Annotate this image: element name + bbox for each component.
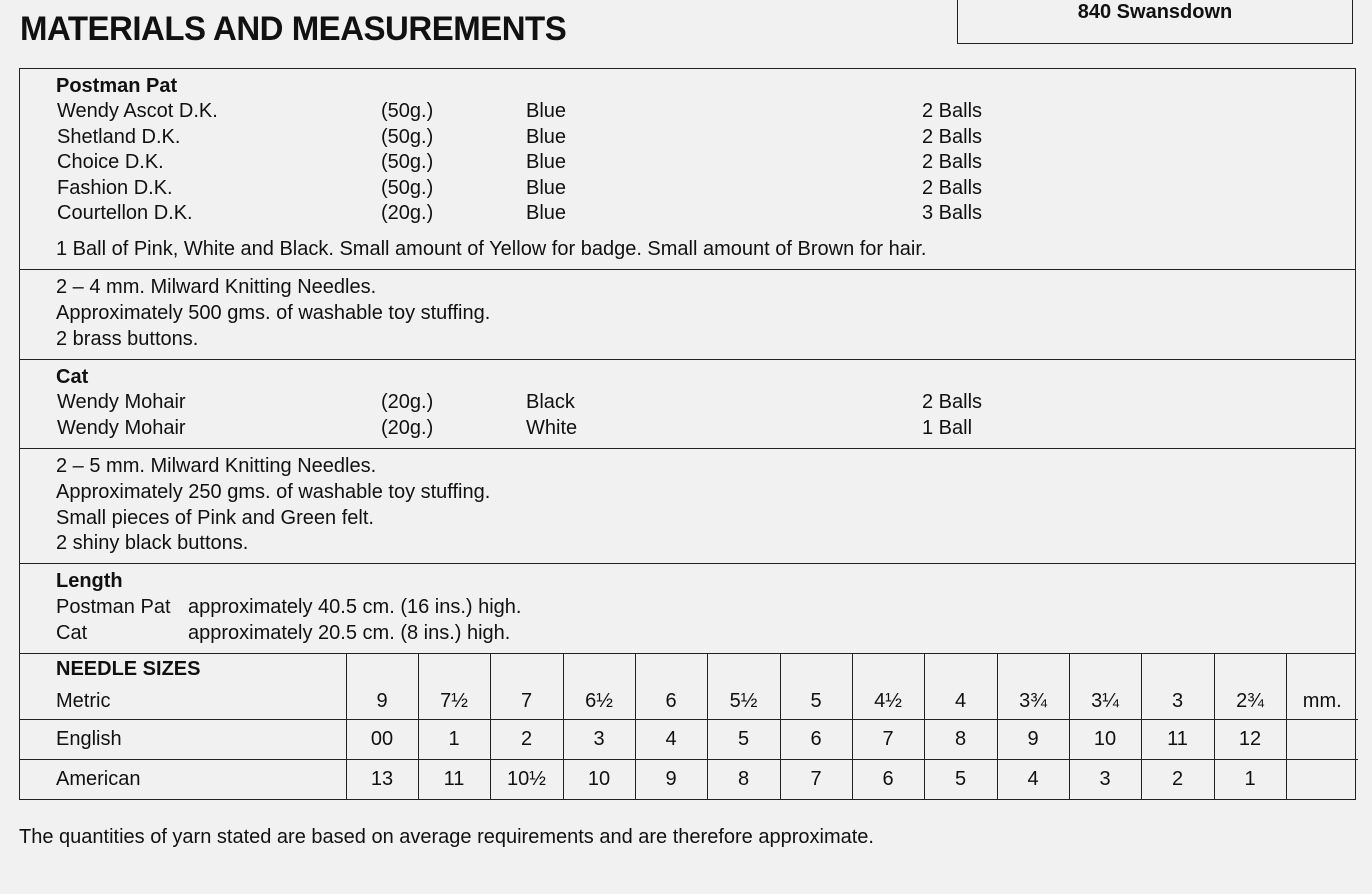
needle-row-english (20, 719, 1358, 759)
yarn-quantity: 3 Balls (922, 202, 983, 224)
length-label: Cat (56, 622, 88, 644)
postman-pat-note: 1 Ball of Pink, White and Black. Small amount of Yellow for badge. Small amount of Brown for hair. (56, 238, 927, 260)
needle-size-cell: 10½ (490, 759, 563, 799)
needle-row-label-cell (20, 719, 346, 759)
needle-size-cell: 6½ (563, 654, 635, 719)
needle-size-cell: 3¼ (1069, 654, 1141, 719)
needle-size-cell: 00 (346, 719, 418, 759)
cat-heading: Cat (56, 366, 89, 388)
needle-size-cell: 4 (997, 759, 1069, 799)
needle-size-cell: 5 (780, 654, 852, 719)
yarn-row (20, 202, 1355, 228)
needle-size-cell: 9 (346, 654, 418, 719)
needle-size-cell: 10 (563, 759, 635, 799)
needle-size-cell: 5 (924, 759, 997, 799)
needle-row-american (20, 759, 1358, 799)
pattern-code-box: 840 Swansdown (957, 0, 1353, 44)
postman-pat-section (20, 69, 1355, 270)
yarn-quantity: 1 Ball (922, 416, 973, 439)
needle-size-cell: 12 (1214, 719, 1286, 759)
needle-row-metric (20, 654, 1358, 719)
needle-size-cell: 7 (852, 719, 924, 759)
yarn-name: Shetland D.K. (57, 125, 181, 148)
yarn-colour: Blue (526, 125, 567, 148)
extras-line: 2 – 5 mm. Milward Knitting Needles. (56, 455, 377, 477)
needle-size-cell: 7½ (418, 654, 490, 719)
yarn-row (20, 177, 1355, 203)
yarn-name: Wendy Ascot D.K. (57, 100, 218, 122)
yarn-colour: White (526, 416, 578, 439)
yarn-name: Wendy Mohair (57, 391, 186, 413)
yarn-colour: Blue (526, 100, 567, 122)
yarn-name: Courtellon D.K. (57, 202, 193, 224)
yarn-colour: Blue (526, 176, 567, 199)
footer-note: The quantities of yarn stated are based on average requirements and are therefore approximate. (19, 826, 874, 848)
needle-size-cell: 7 (780, 759, 852, 799)
yarn-weight: (20g.) (381, 416, 434, 439)
needle-size-cell (1286, 759, 1358, 799)
extras-line: Small pieces of Pink and Green felt. (56, 507, 374, 529)
needle-size-cell: 11 (1141, 719, 1214, 759)
length-label: Postman Pat (56, 596, 171, 618)
needle-size-cell: 8 (924, 719, 997, 759)
length-section (20, 564, 1355, 654)
yarn-weight: (50g.) (381, 176, 434, 199)
yarn-weight: (50g.) (381, 100, 434, 122)
needle-size-cell: 4 (924, 654, 997, 719)
needle-size-cell: 5½ (707, 654, 780, 719)
yarn-weight: (20g.) (381, 202, 434, 224)
yarn-colour: Blue (526, 202, 567, 224)
needle-size-cell: 3 (1069, 759, 1141, 799)
needle-size-cell: 1 (418, 719, 490, 759)
yarn-name: Fashion D.K. (57, 176, 173, 199)
needle-size-cell (1286, 719, 1358, 759)
extras-line: Approximately 500 gms. of washable toy stuffing. (56, 302, 491, 324)
needle-size-cell: 3 (563, 719, 635, 759)
needle-size-cell: 4½ (852, 654, 924, 719)
yarn-row (20, 391, 1355, 417)
needle-size-cell: 9 (635, 759, 707, 799)
postman-pat-extras-section (20, 270, 1355, 360)
needle-size-cell: 3 (1141, 654, 1214, 719)
yarn-weight: (50g.) (381, 125, 434, 148)
cat-extras-section (20, 449, 1355, 564)
yarn-quantity: 2 Balls (922, 151, 983, 173)
needle-size-cell: mm. (1286, 654, 1358, 719)
needle-size-cell: 3¾ (997, 654, 1069, 719)
needle-size-cell: 11 (418, 759, 490, 799)
yarn-quantity: 2 Balls (922, 176, 983, 199)
yarn-quantity: 2 Balls (922, 125, 983, 148)
yarn-name: Choice D.K. (57, 151, 164, 173)
yarn-quantity: 2 Balls (922, 391, 983, 413)
needle-size-cell: 9 (997, 719, 1069, 759)
yarn-row (20, 417, 1355, 443)
needle-row-label: English (56, 727, 122, 750)
needle-sizes-table (20, 654, 1358, 799)
yarn-row (20, 100, 1355, 126)
length-desc: approximately 40.5 cm. (16 ins.) high. (188, 596, 522, 618)
needle-size-cell: 2¾ (1214, 654, 1286, 719)
needle-row-label: Metric (56, 689, 111, 712)
yarn-weight: (20g.) (381, 391, 434, 413)
needle-sizes-heading: NEEDLE SIZES (56, 658, 201, 680)
needle-size-cell: 7 (490, 654, 563, 719)
needle-size-cell: 4 (635, 719, 707, 759)
needle-size-cell: 6 (852, 759, 924, 799)
yarn-name: Wendy Mohair (57, 416, 186, 439)
page-title: MATERIALS AND MEASUREMENTS (20, 10, 567, 48)
yarn-colour: Black (526, 391, 575, 413)
needle-size-cell: 5 (707, 719, 780, 759)
needle-row-label: American (56, 767, 141, 790)
yarn-quantity: 2 Balls (922, 100, 983, 122)
extras-line: 2 brass buttons. (56, 328, 199, 350)
cat-section (20, 360, 1355, 449)
materials-table (19, 68, 1356, 800)
needle-size-cell: 6 (780, 719, 852, 759)
extras-line: 2 – 4 mm. Milward Knitting Needles. (56, 276, 377, 298)
postman-pat-heading: Postman Pat (56, 75, 178, 97)
needle-size-cell: 2 (490, 719, 563, 759)
needle-size-cell: 10 (1069, 719, 1141, 759)
length-desc: approximately 20.5 cm. (8 ins.) high. (188, 622, 511, 644)
length-heading: Length (56, 570, 123, 592)
yarn-row (20, 126, 1355, 152)
needle-row-label-cell (20, 654, 346, 719)
yarn-colour: Blue (526, 151, 567, 173)
needle-size-cell: 2 (1141, 759, 1214, 799)
needle-row-label-cell (20, 759, 346, 799)
yarn-row (20, 151, 1355, 177)
needle-size-cell: 1 (1214, 759, 1286, 799)
needle-size-cell: 8 (707, 759, 780, 799)
needle-size-cell: 6 (635, 654, 707, 719)
extras-line: Approximately 250 gms. of washable toy stuffing. (56, 481, 491, 503)
extras-line: 2 shiny black buttons. (56, 532, 249, 554)
yarn-weight: (50g.) (381, 151, 434, 173)
needle-size-cell: 13 (346, 759, 418, 799)
